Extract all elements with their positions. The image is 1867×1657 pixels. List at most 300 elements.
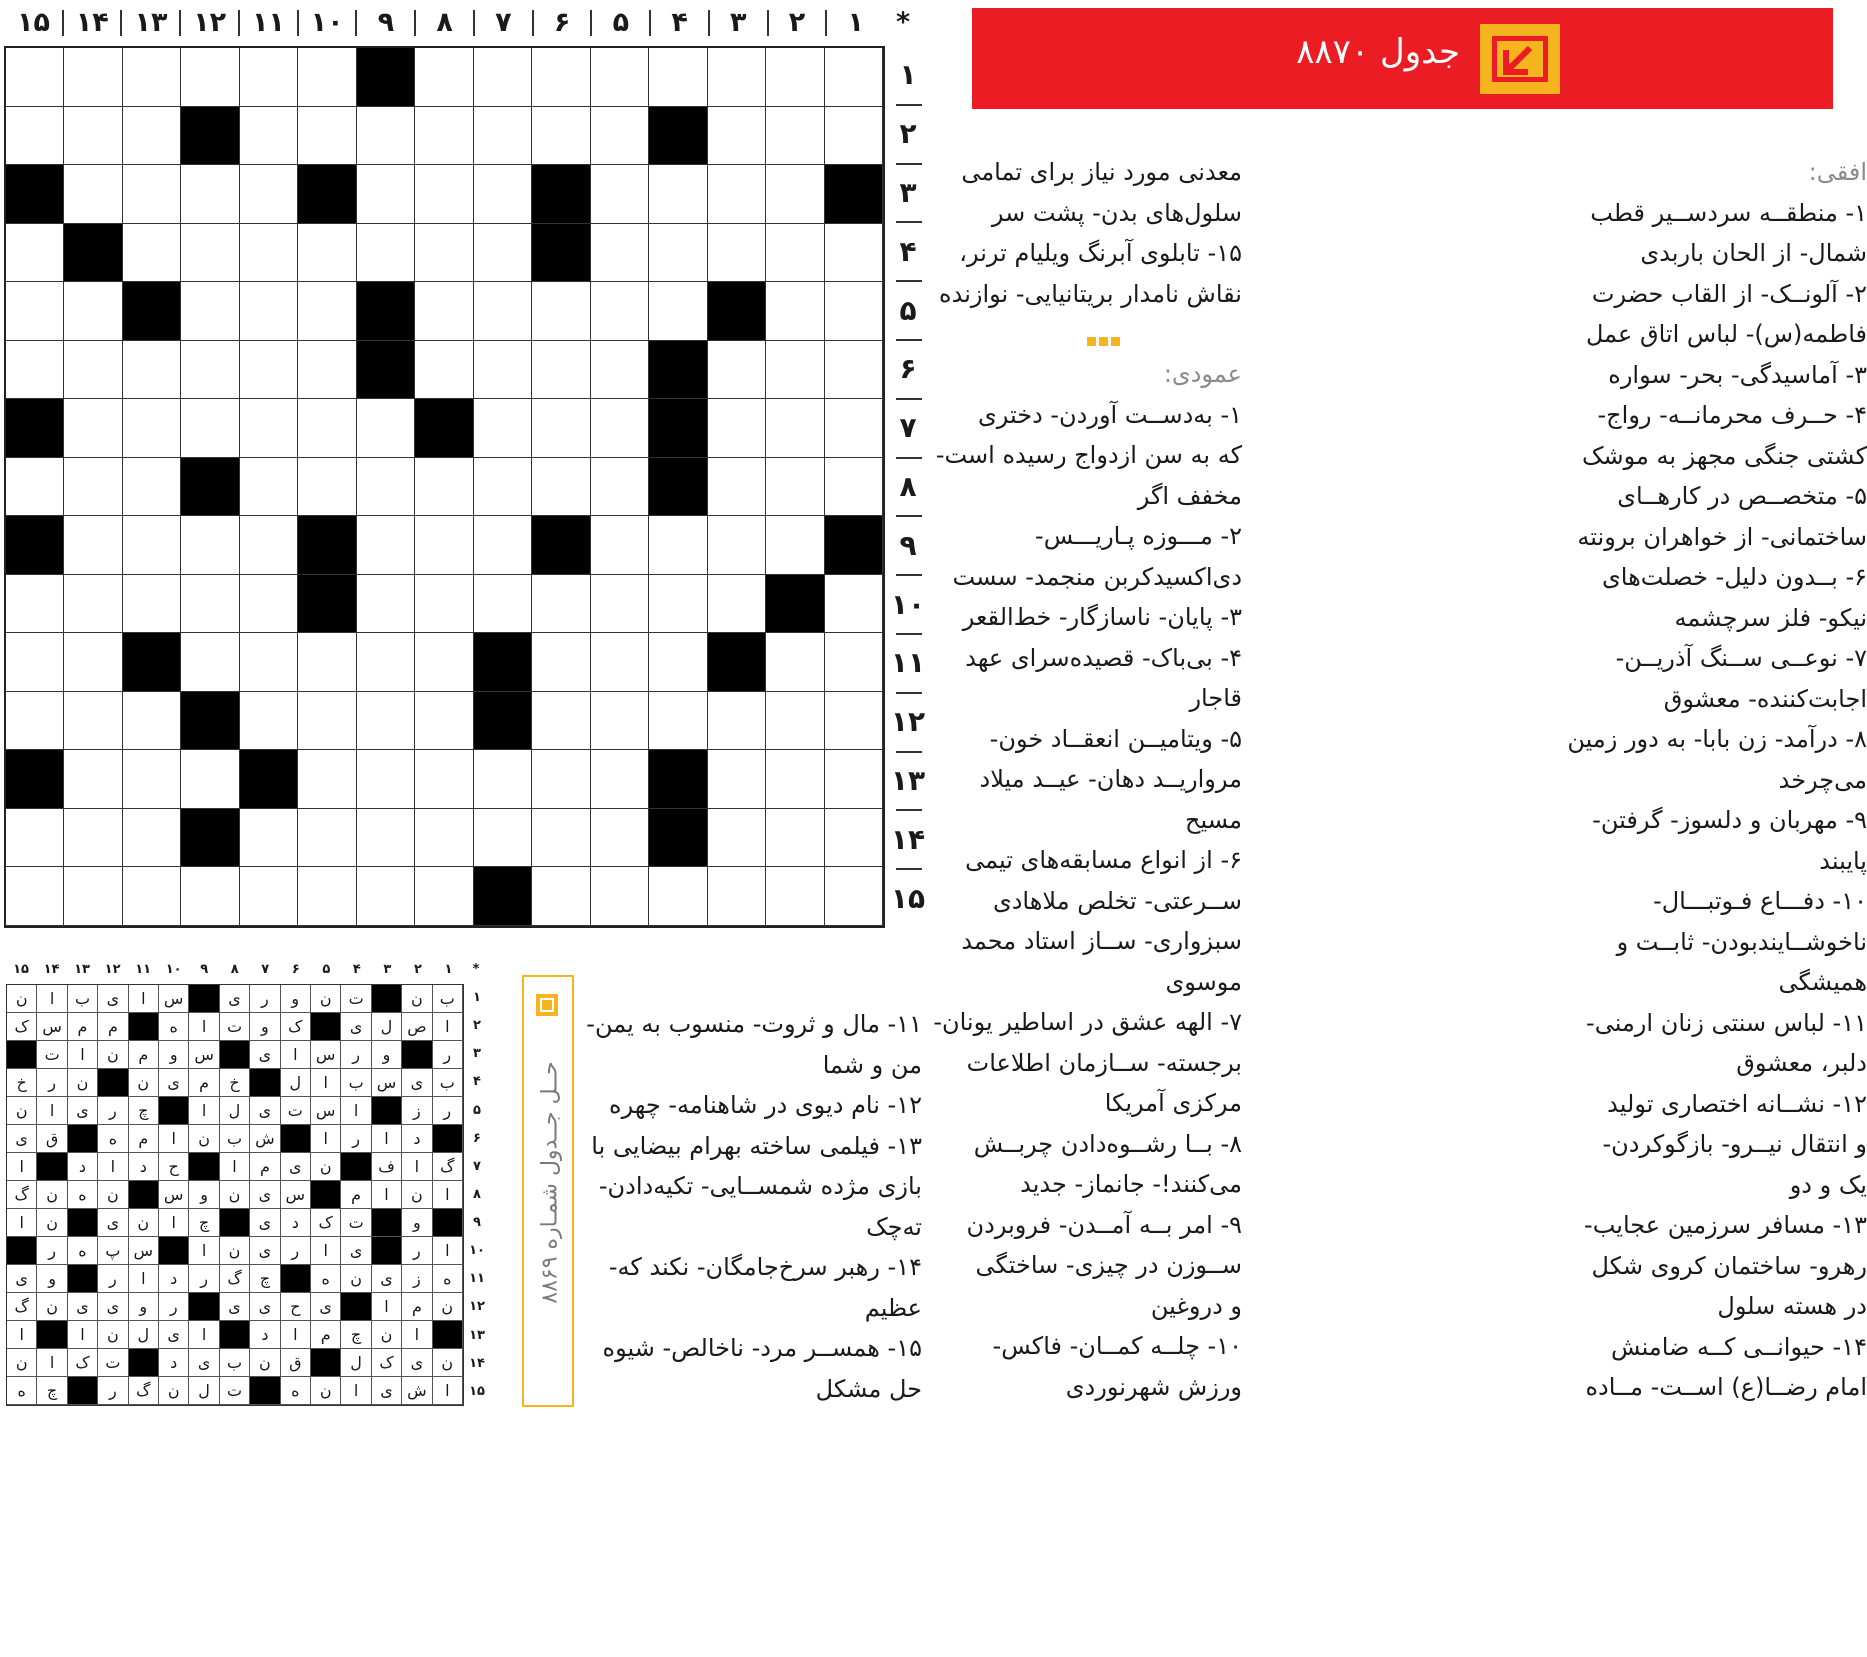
black-cell bbox=[6, 399, 64, 458]
row-number: ۲ bbox=[899, 117, 917, 151]
grid-cell[interactable] bbox=[766, 165, 824, 224]
answer-cell: ت bbox=[98, 1349, 128, 1377]
grid-cell[interactable] bbox=[532, 750, 590, 809]
answer-cell: خ bbox=[220, 1069, 250, 1097]
grid-cell[interactable] bbox=[825, 692, 883, 751]
grid-cell[interactable] bbox=[64, 575, 122, 634]
grid-cell[interactable] bbox=[708, 750, 766, 809]
answer-black-cell bbox=[220, 1041, 250, 1069]
grid-cell[interactable] bbox=[532, 107, 590, 166]
answer-cell: ن bbox=[7, 1097, 37, 1125]
grid-cell[interactable] bbox=[532, 458, 590, 517]
answer-cell: ا bbox=[159, 1209, 189, 1237]
grid-cell[interactable] bbox=[532, 282, 590, 341]
answer-cell: ق bbox=[37, 1125, 67, 1153]
grid-cell[interactable] bbox=[123, 867, 181, 926]
grid-cell[interactable] bbox=[240, 399, 298, 458]
answer-cell: ی bbox=[372, 1377, 402, 1405]
grid-cell[interactable] bbox=[591, 867, 649, 926]
column-separator bbox=[62, 10, 64, 36]
answer-cell: ا bbox=[341, 1377, 371, 1405]
grid-cell[interactable] bbox=[123, 107, 181, 166]
crossword-grid[interactable] bbox=[4, 46, 885, 928]
black-cell bbox=[181, 692, 239, 751]
grid-cell[interactable] bbox=[825, 867, 883, 926]
grid-cell[interactable] bbox=[474, 224, 532, 283]
grid-cell[interactable] bbox=[825, 458, 883, 517]
grid-cell[interactable] bbox=[474, 458, 532, 517]
grid-cell[interactable] bbox=[825, 224, 883, 283]
grid-cell[interactable] bbox=[649, 575, 707, 634]
grid-cell[interactable] bbox=[766, 516, 824, 575]
grid-cell[interactable] bbox=[591, 633, 649, 692]
grid-cell[interactable] bbox=[415, 867, 473, 926]
answer-black-cell bbox=[159, 1097, 189, 1125]
grid-cell[interactable] bbox=[591, 282, 649, 341]
answer-cell: ن bbox=[311, 1377, 341, 1405]
clue-line: ۹- مهربان و دلسوز- گرفتن- bbox=[1592, 806, 1867, 834]
grid-cell[interactable] bbox=[123, 458, 181, 517]
grid-cell[interactable] bbox=[766, 458, 824, 517]
answer-cell: گ bbox=[7, 1293, 37, 1321]
grid-cell[interactable] bbox=[240, 48, 298, 107]
arrow-icon bbox=[1502, 42, 1538, 76]
grid-cell[interactable] bbox=[6, 575, 64, 634]
grid-cell[interactable] bbox=[357, 516, 415, 575]
grid-cell[interactable] bbox=[591, 399, 649, 458]
answer-row-number: ۵ bbox=[473, 1102, 481, 1118]
clue-section-heading: عمودی: bbox=[1163, 360, 1242, 388]
grid-cell[interactable] bbox=[298, 107, 356, 166]
answer-cell: پ bbox=[98, 1237, 128, 1265]
grid-cell[interactable] bbox=[708, 399, 766, 458]
grid-cell[interactable] bbox=[649, 633, 707, 692]
grid-cell[interactable] bbox=[240, 692, 298, 751]
clue-line: ۶- بــدون دلیل- خصلت‌های bbox=[1602, 563, 1867, 591]
clue-line: ۱۵- تابلوی آبرنگ ویلیام ترنر، bbox=[959, 239, 1242, 267]
row-separator bbox=[896, 398, 922, 400]
answer-cell: ش bbox=[402, 1377, 432, 1405]
column-number: ۱۳ bbox=[134, 7, 168, 38]
grid-cell[interactable] bbox=[123, 692, 181, 751]
grid-cell[interactable] bbox=[6, 809, 64, 868]
answer-cell: ن bbox=[311, 985, 341, 1013]
answer-cell: ی bbox=[372, 1265, 402, 1293]
answer-cell: م bbox=[129, 1041, 159, 1069]
grid-cell[interactable] bbox=[357, 750, 415, 809]
grid-cell[interactable] bbox=[181, 750, 239, 809]
grid-cell[interactable] bbox=[64, 516, 122, 575]
answer-cell: د bbox=[68, 1153, 98, 1181]
grid-cell[interactable] bbox=[415, 633, 473, 692]
grid-cell[interactable] bbox=[357, 458, 415, 517]
clue-line: ۱۴- حیوانــی کــه ضامنش bbox=[1611, 1332, 1867, 1361]
grid-cell[interactable] bbox=[532, 341, 590, 400]
grid-cell[interactable] bbox=[181, 341, 239, 400]
clue-line: پایبند bbox=[1819, 846, 1867, 875]
answer-black-cell bbox=[281, 1265, 311, 1293]
answer-column-number: ۱ bbox=[444, 962, 453, 977]
grid-cell[interactable] bbox=[649, 867, 707, 926]
grid-cell[interactable] bbox=[181, 282, 239, 341]
grid-cell[interactable] bbox=[240, 809, 298, 868]
answer-cell: ق bbox=[281, 1349, 311, 1377]
grid-cell[interactable] bbox=[825, 809, 883, 868]
answer-cell: ز bbox=[402, 1097, 432, 1125]
grid-cell[interactable] bbox=[240, 516, 298, 575]
grid-cell[interactable] bbox=[357, 107, 415, 166]
grid-cell[interactable] bbox=[298, 633, 356, 692]
grid-cell[interactable] bbox=[708, 48, 766, 107]
grid-cell[interactable] bbox=[825, 341, 883, 400]
grid-cell[interactable] bbox=[240, 224, 298, 283]
grid-cell[interactable] bbox=[298, 399, 356, 458]
grid-cell[interactable] bbox=[6, 458, 64, 517]
grid-cell[interactable] bbox=[6, 48, 64, 107]
grid-cell[interactable] bbox=[532, 399, 590, 458]
answer-black-cell bbox=[281, 1125, 311, 1153]
grid-cell[interactable] bbox=[766, 107, 824, 166]
grid-cell[interactable] bbox=[766, 48, 824, 107]
grid-cell[interactable] bbox=[298, 867, 356, 926]
grid-cell[interactable] bbox=[64, 458, 122, 517]
grid-cell[interactable] bbox=[64, 809, 122, 868]
answer-cell: ن bbox=[402, 985, 432, 1013]
grid-cell[interactable] bbox=[649, 48, 707, 107]
grid-cell[interactable] bbox=[591, 107, 649, 166]
grid-cell[interactable] bbox=[64, 750, 122, 809]
grid-cell[interactable] bbox=[240, 458, 298, 517]
grid-cell[interactable] bbox=[181, 165, 239, 224]
grid-cell[interactable] bbox=[240, 867, 298, 926]
grid-cell[interactable] bbox=[357, 575, 415, 634]
answer-cell: ل bbox=[220, 1097, 250, 1125]
clue-line: ۱- منطقــه سردســیر قطب bbox=[1590, 198, 1867, 227]
grid-cell[interactable] bbox=[240, 282, 298, 341]
answer-cell: ن bbox=[250, 1349, 280, 1377]
grid-cell[interactable] bbox=[298, 224, 356, 283]
grid-cell[interactable] bbox=[766, 692, 824, 751]
answer-cell: ی bbox=[189, 1349, 219, 1377]
grid-cell[interactable] bbox=[6, 224, 64, 283]
answer-row-number: ۱۱ bbox=[469, 1271, 485, 1287]
answer-cell: و bbox=[281, 985, 311, 1013]
grid-cell[interactable] bbox=[825, 399, 883, 458]
grid-cell[interactable] bbox=[415, 282, 473, 341]
black-cell bbox=[6, 165, 64, 224]
grid-cell[interactable] bbox=[415, 458, 473, 517]
grid-cell[interactable] bbox=[474, 282, 532, 341]
grid-cell[interactable] bbox=[415, 48, 473, 107]
black-cell bbox=[649, 458, 707, 517]
clue-line: من و شما bbox=[822, 1050, 922, 1079]
answer-cell: ر bbox=[402, 1237, 432, 1265]
answer-cell: ی bbox=[250, 1041, 280, 1069]
row-number: ۵ bbox=[899, 293, 917, 327]
black-cell bbox=[357, 48, 415, 107]
answer-cell: س bbox=[372, 1069, 402, 1097]
black-cell bbox=[181, 458, 239, 517]
grid-cell[interactable] bbox=[532, 575, 590, 634]
grid-cell[interactable] bbox=[825, 750, 883, 809]
answer-cell: ن bbox=[68, 1069, 98, 1097]
answer-black-cell bbox=[250, 1069, 280, 1097]
grid-cell[interactable] bbox=[357, 633, 415, 692]
grid-cell[interactable] bbox=[825, 575, 883, 634]
black-cell bbox=[708, 633, 766, 692]
corner-symbol: * bbox=[895, 7, 911, 38]
grid-cell[interactable] bbox=[591, 165, 649, 224]
grid-cell[interactable] bbox=[6, 107, 64, 166]
grid-cell[interactable] bbox=[181, 399, 239, 458]
grid-cell[interactable] bbox=[123, 399, 181, 458]
grid-cell[interactable] bbox=[240, 341, 298, 400]
grid-cell[interactable] bbox=[64, 867, 122, 926]
grid-cell[interactable] bbox=[532, 692, 590, 751]
grid-cell[interactable] bbox=[123, 224, 181, 283]
grid-cell[interactable] bbox=[474, 516, 532, 575]
grid-cell[interactable] bbox=[532, 809, 590, 868]
grid-cell[interactable] bbox=[64, 692, 122, 751]
grid-cell[interactable] bbox=[6, 341, 64, 400]
grid-cell[interactable] bbox=[474, 107, 532, 166]
clue-line: ۶- از انواع مسابقه‌های تیمی bbox=[965, 846, 1242, 874]
grid-cell[interactable] bbox=[123, 341, 181, 400]
clue-line: مخفف اگر bbox=[1137, 481, 1242, 510]
grid-cell[interactable] bbox=[415, 692, 473, 751]
grid-cell[interactable] bbox=[6, 282, 64, 341]
black-cell bbox=[298, 516, 356, 575]
grid-cell[interactable] bbox=[240, 165, 298, 224]
black-cell bbox=[474, 692, 532, 751]
answer-cell: ر bbox=[98, 1377, 128, 1405]
grid-cell[interactable] bbox=[532, 48, 590, 107]
grid-cell[interactable] bbox=[649, 165, 707, 224]
grid-cell[interactable] bbox=[591, 750, 649, 809]
grid-cell[interactable] bbox=[64, 282, 122, 341]
answer-cell: ا bbox=[189, 1321, 219, 1349]
grid-cell[interactable] bbox=[415, 107, 473, 166]
answer-black-cell bbox=[129, 1349, 159, 1377]
answer-cell: ا bbox=[189, 1237, 219, 1265]
grid-cell[interactable] bbox=[123, 516, 181, 575]
answer-cell: ص bbox=[402, 1013, 432, 1041]
grid-cell[interactable] bbox=[708, 575, 766, 634]
grid-cell[interactable] bbox=[123, 165, 181, 224]
grid-cell[interactable] bbox=[181, 516, 239, 575]
grid-cell[interactable] bbox=[825, 633, 883, 692]
answer-cell: ی bbox=[220, 985, 250, 1013]
answer-cell: ی bbox=[311, 1293, 341, 1321]
grid-cell[interactable] bbox=[357, 224, 415, 283]
grid-cell[interactable] bbox=[298, 282, 356, 341]
grid-cell[interactable] bbox=[825, 107, 883, 166]
grid-cell[interactable] bbox=[6, 867, 64, 926]
grid-cell[interactable] bbox=[240, 633, 298, 692]
answer-cell: ی bbox=[250, 1181, 280, 1209]
grid-cell[interactable] bbox=[240, 575, 298, 634]
grid-cell[interactable] bbox=[64, 341, 122, 400]
column-separator bbox=[473, 10, 475, 36]
black-cell bbox=[649, 107, 707, 166]
clue-line: مرواریــد دهان- عیــد میلاد bbox=[979, 765, 1242, 793]
answer-column-number: ۷ bbox=[261, 962, 270, 977]
clue-line: موسوی bbox=[1165, 967, 1242, 996]
answer-cell: و bbox=[37, 1265, 67, 1293]
answer-cell: ک bbox=[68, 1349, 98, 1377]
grid-cell[interactable] bbox=[123, 809, 181, 868]
grid-cell[interactable] bbox=[415, 165, 473, 224]
row-separator bbox=[896, 163, 922, 165]
grid-cell[interactable] bbox=[64, 399, 122, 458]
grid-cell[interactable] bbox=[591, 516, 649, 575]
row-separator bbox=[896, 809, 922, 811]
grid-cell[interactable] bbox=[708, 165, 766, 224]
grid-cell[interactable] bbox=[64, 633, 122, 692]
grid-cell[interactable] bbox=[649, 516, 707, 575]
grid-cell[interactable] bbox=[298, 692, 356, 751]
grid-cell[interactable] bbox=[240, 107, 298, 166]
grid-cell[interactable] bbox=[649, 224, 707, 283]
black-cell bbox=[649, 809, 707, 868]
grid-cell[interactable] bbox=[474, 809, 532, 868]
answer-cell: ن bbox=[37, 1209, 67, 1237]
grid-cell[interactable] bbox=[415, 224, 473, 283]
grid-cell[interactable] bbox=[825, 48, 883, 107]
grid-cell[interactable] bbox=[708, 516, 766, 575]
grid-cell[interactable] bbox=[591, 575, 649, 634]
grid-cell[interactable] bbox=[474, 165, 532, 224]
grid-cell[interactable] bbox=[415, 750, 473, 809]
grid-cell[interactable] bbox=[708, 692, 766, 751]
answer-black-cell bbox=[402, 1041, 432, 1069]
grid-cell[interactable] bbox=[123, 750, 181, 809]
answer-row-number: ۱۳ bbox=[469, 1327, 485, 1343]
grid-cell[interactable] bbox=[649, 282, 707, 341]
grid-cell[interactable] bbox=[708, 867, 766, 926]
answer-cell: ن bbox=[98, 1041, 128, 1069]
grid-cell[interactable] bbox=[591, 458, 649, 517]
grid-cell[interactable] bbox=[357, 692, 415, 751]
grid-cell[interactable] bbox=[64, 165, 122, 224]
grid-cell[interactable] bbox=[708, 341, 766, 400]
column-number: ۶ bbox=[553, 7, 571, 38]
grid-cell[interactable] bbox=[357, 399, 415, 458]
answer-cell: س bbox=[159, 1181, 189, 1209]
answer-cell: ه bbox=[281, 1377, 311, 1405]
answer-cell: ا bbox=[372, 1125, 402, 1153]
answer-cell: ر bbox=[281, 1237, 311, 1265]
answer-cell: ا bbox=[37, 985, 67, 1013]
grid-cell[interactable] bbox=[415, 516, 473, 575]
grid-cell[interactable] bbox=[298, 341, 356, 400]
answer-cell: س bbox=[129, 1237, 159, 1265]
grid-cell[interactable] bbox=[591, 809, 649, 868]
grid-cell[interactable] bbox=[766, 224, 824, 283]
grid-cell[interactable] bbox=[474, 341, 532, 400]
column-number: ۱۲ bbox=[193, 7, 227, 38]
black-cell bbox=[64, 224, 122, 283]
grid-cell[interactable] bbox=[181, 867, 239, 926]
grid-cell[interactable] bbox=[766, 867, 824, 926]
grid-cell[interactable] bbox=[357, 809, 415, 868]
grid-cell[interactable] bbox=[766, 750, 824, 809]
row-separator bbox=[896, 574, 922, 576]
grid-cell[interactable] bbox=[6, 692, 64, 751]
grid-cell[interactable] bbox=[591, 692, 649, 751]
answer-black-cell bbox=[311, 1181, 341, 1209]
clue-line: و انتقال نیــرو- بازگوکردن- bbox=[1602, 1130, 1867, 1158]
grid-cell[interactable] bbox=[357, 867, 415, 926]
answer-cell: ی bbox=[341, 1237, 371, 1265]
answer-black-cell bbox=[98, 1069, 128, 1097]
clue-line: مرکزی آمریکا bbox=[1104, 1089, 1242, 1117]
clue-line: یک و دو bbox=[1789, 1170, 1867, 1199]
grid-cell[interactable] bbox=[766, 633, 824, 692]
grid-cell[interactable] bbox=[766, 399, 824, 458]
grid-cell[interactable] bbox=[298, 750, 356, 809]
grid-cell[interactable] bbox=[181, 575, 239, 634]
clue-line: ســرعتی- تخلص ملاهادی bbox=[992, 886, 1242, 915]
grid-cell[interactable] bbox=[357, 165, 415, 224]
grid-cell[interactable] bbox=[415, 809, 473, 868]
answer-black-cell bbox=[159, 1237, 189, 1265]
grid-cell[interactable] bbox=[474, 399, 532, 458]
grid-cell[interactable] bbox=[766, 809, 824, 868]
grid-cell[interactable] bbox=[181, 48, 239, 107]
black-cell bbox=[6, 516, 64, 575]
grid-cell[interactable] bbox=[708, 107, 766, 166]
grid-cell[interactable] bbox=[474, 48, 532, 107]
grid-cell[interactable] bbox=[298, 48, 356, 107]
grid-cell[interactable] bbox=[591, 224, 649, 283]
answer-cell: ا bbox=[37, 1097, 67, 1125]
grid-cell[interactable] bbox=[825, 282, 883, 341]
grid-cell[interactable] bbox=[415, 575, 473, 634]
grid-cell[interactable] bbox=[64, 107, 122, 166]
answer-cell: س bbox=[311, 1097, 341, 1125]
grid-cell[interactable] bbox=[708, 224, 766, 283]
grid-cell[interactable] bbox=[708, 458, 766, 517]
answer-black-cell bbox=[372, 1237, 402, 1265]
grid-cell[interactable] bbox=[298, 809, 356, 868]
answer-cell: چ bbox=[189, 1209, 219, 1237]
answer-cell: و bbox=[129, 1293, 159, 1321]
grid-cell[interactable] bbox=[591, 341, 649, 400]
grid-cell[interactable] bbox=[415, 341, 473, 400]
grid-cell[interactable] bbox=[64, 48, 122, 107]
answer-cell: ه bbox=[159, 1013, 189, 1041]
grid-cell[interactable] bbox=[649, 692, 707, 751]
grid-cell[interactable] bbox=[474, 575, 532, 634]
grid-cell[interactable] bbox=[474, 750, 532, 809]
grid-cell[interactable] bbox=[123, 575, 181, 634]
grid-cell[interactable] bbox=[766, 282, 824, 341]
answer-cell: ا bbox=[311, 1069, 341, 1097]
grid-cell[interactable] bbox=[123, 48, 181, 107]
grid-cell[interactable] bbox=[6, 633, 64, 692]
answer-cell: ی bbox=[250, 1097, 280, 1125]
grid-cell[interactable] bbox=[181, 224, 239, 283]
grid-cell[interactable] bbox=[766, 341, 824, 400]
grid-cell[interactable] bbox=[181, 633, 239, 692]
grid-cell[interactable] bbox=[708, 809, 766, 868]
grid-cell[interactable] bbox=[532, 633, 590, 692]
grid-cell[interactable] bbox=[532, 867, 590, 926]
grid-cell[interactable] bbox=[298, 458, 356, 517]
clue-line: اجابت‌کننده- معشوق bbox=[1663, 684, 1867, 713]
grid-cell[interactable] bbox=[591, 48, 649, 107]
